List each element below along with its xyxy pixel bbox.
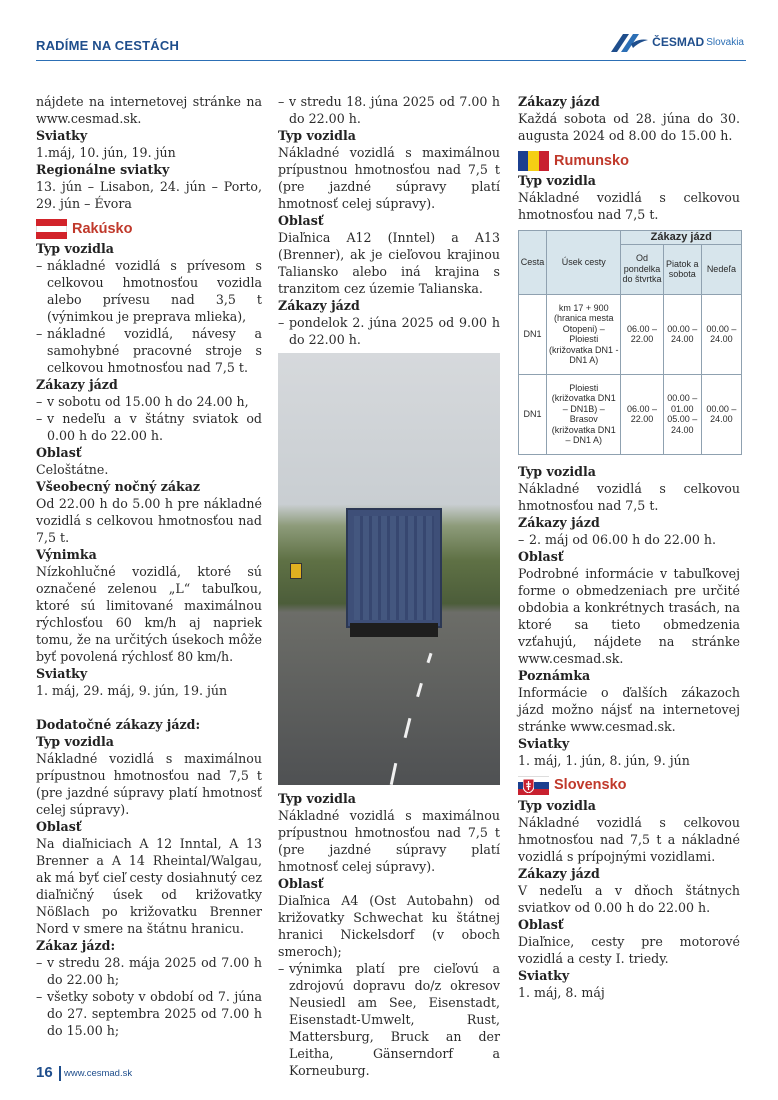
list <box>36 257 262 376</box>
list <box>278 960 500 1079</box>
label-vehicle-type: Typ vozidla <box>36 734 114 749</box>
country-name: Rumunsko <box>554 152 629 169</box>
area-text: Diaľnica A12 (Inntel) a A13 (Brenner), ak je cieľovou krajinou Taliansko alebo iná krajina s tranzitom cez územie Talianska. <box>278 230 500 296</box>
country-name: Slovensko <box>554 777 627 793</box>
country-heading-romania <box>518 151 740 171</box>
slovak-coat-of-arms-icon <box>523 779 534 793</box>
vehicle-type-text: Nákladné vozidlá s maximálnou prípustnou hmotnosťou nad 7,5 t (pre jazdné súpravy platí hmotnosť celej súpravy). <box>278 808 500 874</box>
holidays-text: 1. máj, 8. máj <box>518 984 605 1000</box>
list-item: – v stredu 28. mája 2025 od 7.00 h do 22.00 h; <box>36 954 262 988</box>
table-cell-mon-thu: 06.00 – 22.00 <box>621 294 663 374</box>
vehicle-type-text: Nákladné vozidlá s celkovou hmotnosťou nad 7,5 t. <box>518 480 740 513</box>
lane-marking <box>390 763 398 785</box>
cesmad-logo-icon <box>609 30 649 54</box>
label-driving-bans: Zákazy jázd <box>518 94 600 109</box>
column-1 <box>36 93 262 1039</box>
driving-bans-text: V nedeľu a v dňoch štátnych sviatkov od 0.00 h do 22.00 h. <box>518 882 740 915</box>
label-vehicle-type: Typ vozidla <box>278 128 356 143</box>
label-night-ban: Všeobecný nočný zákaz <box>36 479 201 494</box>
label-area: Oblasť <box>278 213 324 228</box>
label-driving-bans: Zákazy jázd <box>278 298 360 313</box>
truck-on-highway-photo <box>278 353 500 785</box>
vehicle-type-text: Nákladné vozidlá s celkovou hmotnosťou nad 7,5 t a nákladné vozidlá s prípojnými vozidlami. <box>518 814 740 864</box>
label-regional-holidays: Regionálne sviatky <box>36 162 170 177</box>
cesmad-logo <box>609 30 744 54</box>
list-item: – v stredu 18. júna 2025 od 7.00 h do 22.00 h. <box>278 93 500 127</box>
table-row <box>519 374 742 454</box>
label-vehicle-type: Typ vozidla <box>518 463 596 479</box>
list <box>278 93 500 127</box>
area-text: Celoštátne. <box>36 462 109 477</box>
area-text: Na diaľniciach A 12 Inntal, A 13 Brenner a A 14 Rheintal/Walgau, ak má byť cieľ cesty dosiahnutý cez diaľničný úsek od križovatky Nößlach po križovatku Brenner Nord v smere na štátnu hranicu. <box>36 836 262 936</box>
table-cell-road: DN1 <box>519 374 547 454</box>
label-holidays: Sviatky <box>36 128 88 143</box>
label-driving-ban: Zákaz jázd: <box>36 938 116 953</box>
label-vehicle-type: Typ vozidla <box>278 791 356 806</box>
vehicle-type-text: Nákladné vozidlá s maximálnou prípustnou hmotnosťou nad 7,5 t (pre jazdné súpravy platí hmotnosť celej súpravy). <box>36 751 262 817</box>
label-holidays: Sviatky <box>518 967 570 983</box>
list-item: – v nedeľu a v štátny sviatok od 0.00 h do 22.00 h. <box>36 410 262 444</box>
label-area: Oblasť <box>518 916 564 932</box>
label-additional-bans: Dodatočné zákazy jázd: <box>36 717 201 732</box>
section-title: RADÍME NA CESTÁCH <box>36 38 180 53</box>
area-text: Diaľnica A4 (Ost Autobahn) od križovatky Schwechat ku štátnej hranici Nickelsdorf (v oboch smeroch); <box>278 893 500 959</box>
label-holidays: Sviatky <box>518 735 570 751</box>
label-exception: Výnimka <box>36 547 97 562</box>
table-cell-fri-sat: 00.00 – 24.00 <box>663 294 701 374</box>
area-text: Podrobné informácie v tabuľkovej forme o obmedzeniach pre určité obdobia a konkrétnych trasách, na ktoré sa tieto obmedzenia vzťahujú, nájdete na stránke www.cesmad.sk. <box>518 565 740 666</box>
label-area: Oblasť <box>36 445 82 460</box>
table-cell-section: Ploiesti (križovatka DN1 – DN1B) – Brasov (križovatka DN1 – DN1 A) <box>547 374 621 454</box>
list-item: – pondelok 2. júna 2025 od 9.00 h do 22.00 h. <box>278 314 500 348</box>
table-header-mon-thu: Od pondelka do štvrtka <box>621 244 663 294</box>
table-cell-sunday: 00.00 – 24.00 <box>701 374 741 454</box>
label-vehicle-type: Typ vozidla <box>518 173 596 188</box>
list-item: – v sobotu od 15.00 h do 24.00 h, <box>36 393 262 410</box>
list <box>36 954 262 1039</box>
label-note: Poznámka <box>518 667 591 683</box>
regional-holidays-text: 13. jún – Lisabon, 24. jún – Porto, 29. jún – Évora <box>36 179 262 211</box>
road-sign <box>290 563 302 579</box>
holidays-text: 1.máj, 10. jún, 19. jún <box>36 145 176 160</box>
label-holidays: Sviatky <box>36 666 88 681</box>
austria-flag-icon <box>36 219 67 239</box>
night-ban-text: Od 22.00 h do 5.00 h pre nákladné vozidlá s celkovou hmotnosťou nad 7,5 t. <box>36 496 262 545</box>
label-area: Oblasť <box>278 876 324 891</box>
table-header-sunday: Nedeľa <box>701 244 741 294</box>
area-text: Diaľnice, cesty pre motorové vozidlá a cesty I. triedy. <box>518 933 740 966</box>
vehicle-type-text: Nákladné vozidlá s celkovou hmotnosťou nad 7,5 t. <box>518 190 740 222</box>
table-row <box>519 294 742 374</box>
logo-subtitle: Slovakia <box>706 36 744 48</box>
driving-bans-text: Každá sobota od 28. júna do 30. augusta 2024 od 8.00 do 15.00 h. <box>518 111 740 143</box>
romania-bans-table <box>518 230 742 455</box>
label-driving-bans: Zákazy jázd <box>36 377 118 392</box>
table-cell-mon-thu: 06.00 – 22.00 <box>621 374 663 454</box>
table-cell-sunday: 00.00 – 24.00 <box>701 294 741 374</box>
romania-flag-icon <box>518 151 549 171</box>
label-area: Oblasť <box>518 548 564 564</box>
footer-divider <box>59 1066 61 1081</box>
logo-name: ČESMAD <box>652 35 705 49</box>
list <box>36 393 262 444</box>
header-divider <box>36 60 746 61</box>
table-cell-fri-sat: 00.00 – 01.00 05.00 – 24.00 <box>663 374 701 454</box>
table-header-fri-sat: Piatok a sobota <box>663 244 701 294</box>
list-item: – výnimka platí pre cieľovú a zdrojovú dopravu do/z okresov Neusiedl am See, Eisenstadt, Eisenstadt-Umwelt, Rust, Mattersburg, Bruck an der Leitha, Gänserndorf a Korneuburg. <box>278 960 500 1079</box>
table-header-road: Cesta <box>519 231 547 295</box>
footer-link[interactable]: www.cesmad.sk <box>64 1068 133 1079</box>
list-item: – 2. máj od 06.00 h do 22.00 h. <box>518 531 740 548</box>
table-header-bans: Zákazy jázd <box>621 231 742 245</box>
list-item: – nákladné vozidlá, návesy a samohybné pracovné stroje s celkovou hmotnosťou nad 7,5 t. <box>36 325 262 376</box>
table-header-section: Úsek cesty <box>547 231 621 295</box>
page-number: 16 <box>36 1064 53 1081</box>
lane-marking <box>404 718 412 738</box>
column-3 <box>518 93 740 1001</box>
label-driving-bans: Zákazy jázd <box>518 865 600 881</box>
list-item: – všetky soboty v období od 7. júna do 27. septembra 2025 od 7.00 h do 15.00 h; <box>36 988 262 1039</box>
list <box>278 314 500 348</box>
list <box>518 531 740 548</box>
paragraph: nájdete na internetovej stránke na www.cesmad.sk. <box>36 94 262 126</box>
table-cell-section: km 17 + 900 (hranica mesta Otopeni) – Ploiesti (križovatka DN1 - DN1 A) <box>547 294 621 374</box>
vehicle-type-text: Nákladné vozidlá s maximálnou prípustnou hmotnosťou nad 7,5 t (pre jazdné súpravy platí hmotnosť celej súpravy). <box>278 145 500 211</box>
truck-wheels <box>350 623 438 637</box>
label-vehicle-type: Typ vozidla <box>36 241 114 256</box>
country-heading-austria <box>36 219 262 239</box>
country-heading-slovakia <box>518 776 740 796</box>
exception-text: Nízkohlučné vozidlá, ktoré sú označené zelenou „L“ tabuľkou, ktoré sú limitované maximálnou rýchlosťou 60 km/h aj napriek tomu, že na určitých úsekoch môže byť povolená rýchlosť 80 km/h. <box>36 564 262 664</box>
holidays-text: 1. máj, 29. máj, 9. jún, 19. jún <box>36 683 228 698</box>
country-name: Rakúsko <box>72 220 133 237</box>
label-driving-bans: Zákazy jázd <box>518 514 600 530</box>
column-2 <box>278 93 500 1079</box>
lane-marking <box>427 653 433 663</box>
truck-container <box>346 508 442 628</box>
list-item: – nákladné vozidlá s prívesom s celkovou hmotnosťou vozidla alebo prívesu nad 3,5 t (výnimkou je preprava mlieka), <box>36 257 262 325</box>
label-vehicle-type: Typ vozidla <box>518 797 596 813</box>
holidays-text: 1. máj, 1. jún, 8. jún, 9. jún <box>518 752 690 768</box>
label-area: Oblasť <box>36 819 82 834</box>
table-cell-road: DN1 <box>519 294 547 374</box>
lane-marking <box>416 683 423 697</box>
slovakia-flag-icon <box>518 776 549 796</box>
note-text: Informácie o ďalších zákazoch jázd možno nájsť na internetovej stránke www.cesmad.sk. <box>518 684 740 734</box>
